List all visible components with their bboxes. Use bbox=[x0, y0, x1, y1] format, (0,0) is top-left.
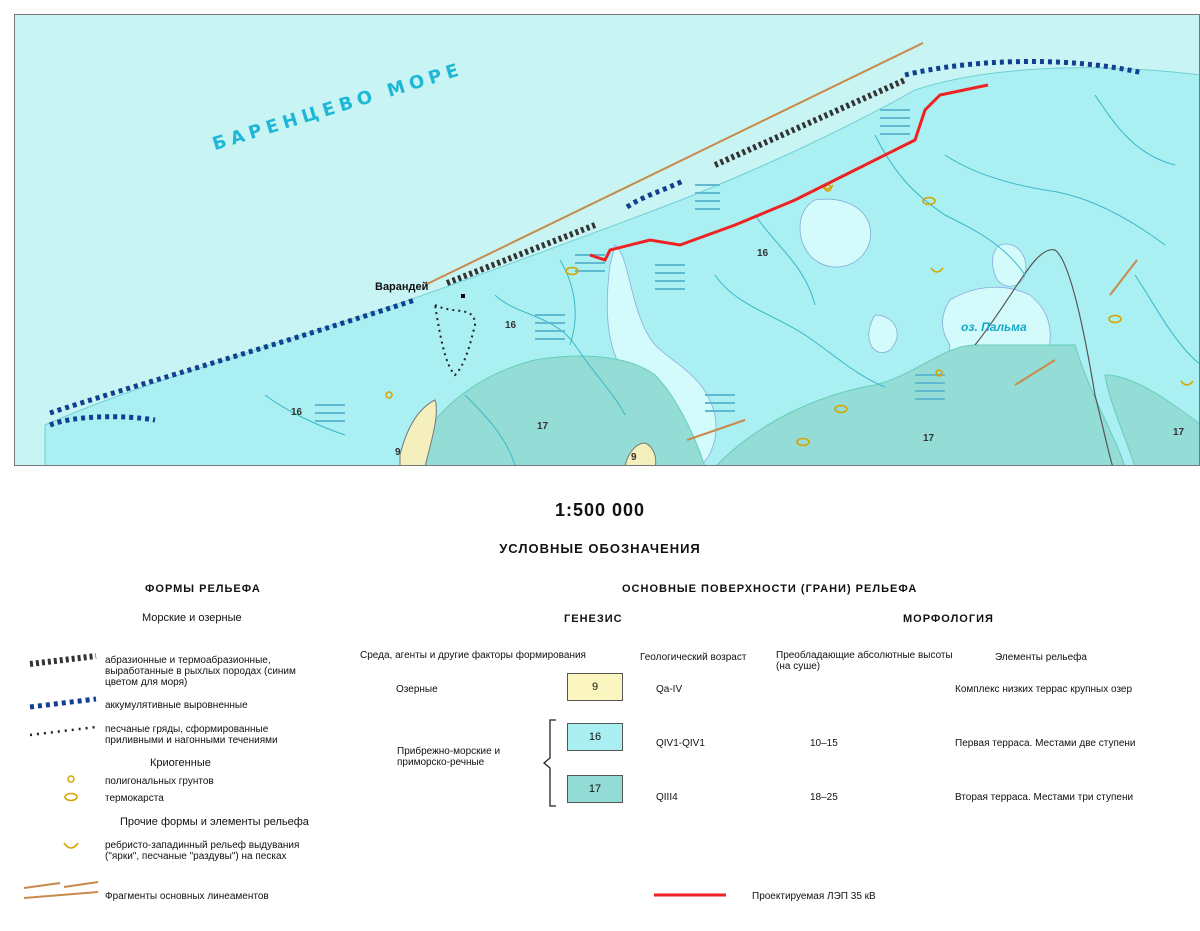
abrasion-label: абразионные и термоабразионные, выработанные в рыхлых породах (синим цветом для моря) bbox=[105, 655, 296, 688]
accumulative-label: аккумулятивные выровненные bbox=[105, 700, 248, 711]
genesis-header: ГЕНЕЗИС bbox=[564, 613, 623, 625]
unit-label: 17 bbox=[923, 433, 935, 444]
group-bracket bbox=[542, 718, 558, 808]
lake-label: оз. Пальма bbox=[961, 320, 1027, 334]
legend-box-17: 17 bbox=[567, 775, 623, 803]
polygonal-symbol bbox=[66, 774, 76, 784]
thermokarst-label: термокарста bbox=[105, 793, 164, 804]
col-age: Геологический возраст bbox=[640, 652, 747, 663]
unit-label: 16 bbox=[757, 248, 769, 259]
col-environment: Среда, агенты и другие факторы формирования bbox=[360, 650, 586, 661]
legend-box-16: 16 bbox=[567, 723, 623, 751]
row-env: Прибрежно-морские и приморско-речные bbox=[397, 746, 501, 768]
unit-label: 9 bbox=[631, 452, 637, 463]
row-age: QIII4 bbox=[656, 792, 678, 803]
town-label: Варандей bbox=[375, 281, 429, 293]
power-line-symbol bbox=[652, 890, 728, 900]
legend-title: УСЛОВНЫЕ ОБОЗНАЧЕНИЯ bbox=[499, 541, 701, 556]
unit-label: 17 bbox=[1173, 427, 1185, 438]
power-line-label: Проектируемая ЛЭП 35 кВ bbox=[752, 891, 876, 902]
legend-box-9: 9 bbox=[567, 673, 623, 701]
row-age: Qa-IV bbox=[656, 684, 683, 695]
row-height: 18–25 bbox=[810, 792, 838, 803]
col-elements: Элементы рельефа bbox=[995, 652, 1087, 663]
row-element: Первая терраса. Местами две ступени bbox=[955, 738, 1136, 749]
morphology-header: МОРФОЛОГИЯ bbox=[903, 613, 994, 625]
cryogenic-header: Криогенные bbox=[150, 757, 211, 769]
sand-ridge-symbol bbox=[28, 722, 98, 738]
unit-label: 17 bbox=[537, 421, 549, 432]
town-marker bbox=[461, 294, 465, 298]
surfaces-header: ОСНОВНЫЕ ПОВЕРХНОСТИ (ГРАНИ) РЕЛЬЕФА bbox=[622, 583, 918, 595]
row-age: QIV1-QIV1 bbox=[656, 738, 705, 749]
row-height: 10–15 bbox=[810, 738, 838, 749]
row-element: Вторая терраса. Местами три ступени bbox=[955, 792, 1134, 803]
row-element: Комплекс низких террас крупных озер bbox=[955, 684, 1133, 695]
deflation-symbol bbox=[62, 841, 80, 853]
sand-ridges-label: песчаные гряды, сформированные приливными и нагонными течениями bbox=[105, 724, 278, 746]
lineaments-label: Фрагменты основных линеаментов bbox=[105, 891, 269, 902]
unit-label: 9 bbox=[395, 447, 401, 458]
abrasion-symbol bbox=[28, 652, 98, 668]
marine-header: Морские и озерные bbox=[142, 612, 242, 624]
relief-forms-header: ФОРМЫ РЕЛЬЕФА bbox=[145, 583, 261, 595]
accumulative-symbol bbox=[28, 695, 98, 711]
col-heights: Преобладающие абсолютные высоты (на суше) bbox=[776, 650, 953, 672]
deflation-label: ребристо-западинный рельеф выдувания ("ярки", песчаные "раздувы") на песках bbox=[105, 840, 300, 862]
map-drawing bbox=[15, 15, 1200, 466]
lineament-symbol bbox=[22, 880, 102, 902]
map-panel bbox=[14, 14, 1200, 466]
unit-label: 16 bbox=[291, 407, 303, 418]
thermokarst-symbol bbox=[64, 792, 78, 802]
sea-label: БАРЕНЦЕВО МОРЕ bbox=[210, 58, 466, 156]
other-forms-header: Прочие формы и элементы рельефа bbox=[120, 816, 309, 828]
unit-label: 16 bbox=[505, 320, 517, 331]
row-env: Озерные bbox=[396, 684, 438, 695]
map-scale: 1:500 000 bbox=[554, 500, 646, 520]
polygonal-label: полигональных грунтов bbox=[105, 776, 214, 787]
